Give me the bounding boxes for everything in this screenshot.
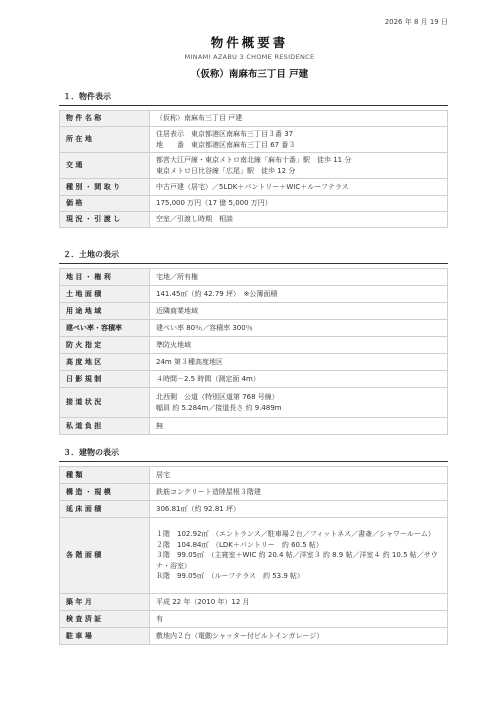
row-label: 延 床 面 積 <box>60 501 150 518</box>
value-line: 中古戸建（居宅）／5LDK＋パントリー＋WIC＋ルーフテラス <box>156 182 349 191</box>
value-line: 平成 22 年（2010 年）12 月 <box>156 597 250 606</box>
row-label: 検 査 済 証 <box>60 611 150 628</box>
row-value <box>150 594 448 611</box>
row-value <box>150 269 448 286</box>
value-line: 住居表示 東京都港区南麻布三丁目３番 37 <box>156 130 294 138</box>
value-line: 都営大江戸線・東京メトロ南北線「麻布十番」駅 徒歩 11 分 <box>156 156 352 164</box>
value-line: 宅地／所有権 <box>156 272 198 281</box>
row-label: 地 目 ・ 権 利 <box>60 269 150 286</box>
value-line: 175,000 万円（17 億 5,000 万円） <box>156 199 272 208</box>
section-heading: ２．土地の表示 <box>59 249 448 264</box>
row-value <box>150 388 448 418</box>
row-label: 現 況 ・ 引 渡 し <box>60 212 150 228</box>
value-line: 無 <box>156 421 163 430</box>
table-row <box>60 269 448 286</box>
row-value <box>150 179 448 196</box>
row-value <box>150 127 448 153</box>
row-label: 防 火 指 定 <box>60 337 150 354</box>
building-table <box>59 466 448 645</box>
value-line: 準防火地域 <box>156 340 191 349</box>
row-label: 所 在 地 <box>60 127 150 153</box>
row-label: 物 件 名 称 <box>60 111 150 127</box>
row-value <box>150 354 448 371</box>
row-label: 高 度 地 区 <box>60 354 150 371</box>
value-line: 鉄筋コンクリート造陸屋根３階建 <box>156 487 261 496</box>
value-line: 居宅 <box>156 470 170 479</box>
row-value <box>150 286 448 303</box>
row-value <box>150 501 448 518</box>
row-value <box>150 628 448 645</box>
value-line: （仮称）南麻布三丁目 戸建 <box>156 114 243 123</box>
value-line: Ｒ階 99.05㎡ （ルーフテラス 約 53.9 帖） <box>156 572 305 581</box>
table-row <box>60 320 448 337</box>
table-row <box>60 354 448 371</box>
value-line: 有 <box>156 614 163 623</box>
row-value <box>150 418 448 435</box>
row-label: 私 道 負 担 <box>60 418 150 435</box>
table-row <box>60 484 448 501</box>
value-line: ２階 104.84㎡ （LDK＋パントリー 約 60.5 帖） <box>156 540 323 549</box>
property-name: （仮称）南麻布三丁目 戸建 <box>190 69 309 80</box>
row-label: 価 格 <box>60 196 150 212</box>
row-label: 接 道 状 況 <box>60 388 150 418</box>
table-row <box>60 388 448 418</box>
document-title: 物件概要書 <box>210 35 289 50</box>
table-row <box>60 196 448 212</box>
table-row <box>60 371 448 388</box>
table-row <box>60 286 448 303</box>
value-line: 空室／引渡し時期 相談 <box>156 215 233 224</box>
table-row <box>60 111 448 127</box>
row-value <box>150 111 448 127</box>
value-line: 近隣商業地域 <box>156 306 198 315</box>
table-row <box>60 611 448 628</box>
value-line: 24m 第３種高度地区 <box>156 357 223 366</box>
row-label: 日 影 規 制 <box>60 371 150 388</box>
value-line: ４時間－2.5 時間（測定面 4m） <box>156 374 260 383</box>
row-label: 用 途 地 域 <box>60 303 150 320</box>
row-value <box>150 337 448 354</box>
row-label: 駐 車 場 <box>60 628 150 645</box>
section-land <box>59 249 448 435</box>
value-line: 地 番 東京都港区南麻布三丁目 67 番３ <box>156 140 296 149</box>
row-label: 各 階 面 積 <box>60 518 150 594</box>
document-subtitle: MINAMI AZABU 3 CHOME RESIDENCE <box>184 53 315 61</box>
table-row <box>60 418 448 435</box>
table-row <box>60 501 448 518</box>
row-label: 種 類 <box>60 467 150 484</box>
value-line: 建ぺい率 80％／容積率 300％ <box>156 323 253 332</box>
row-value <box>150 196 448 212</box>
row-label: 種 別 ・ 間 取 り <box>60 179 150 196</box>
value-line: １階 102.92㎡ （エントランス／駐車場２台／フィットネス／書斎／シャワールーム） <box>156 530 435 539</box>
section-heading: １．物件表示 <box>59 91 448 106</box>
table-row <box>60 337 448 354</box>
table-row <box>60 518 448 594</box>
row-value <box>150 467 448 484</box>
section-property <box>59 91 448 228</box>
table-row <box>60 303 448 320</box>
value-line: 306.81㎡（約 92.81 坪） <box>156 504 240 513</box>
value-line: ３階 99.05㎡ （主寝室＋WIC 約 20.4 帖／洋室３ 約 8.9 帖／洋室４ 約 10.5 帖／サウナ・浴室） <box>156 551 438 570</box>
value-line: 141.45㎡（約 42.79 坪） ※公簿面積 <box>156 289 278 298</box>
section-building <box>59 447 448 645</box>
row-label: 築 年 月 <box>60 594 150 611</box>
value-line: 敷地内２台（電動シャッター付ビルトインガレージ） <box>156 631 324 640</box>
issue-date: 2026 年 8 月 19 日 <box>384 18 448 26</box>
table-row <box>60 467 448 484</box>
table-row <box>60 179 448 196</box>
row-label: 構 造 ・ 規 模 <box>60 484 150 501</box>
land-table <box>59 268 448 435</box>
row-value <box>150 320 448 337</box>
section-heading: ３．建物の表示 <box>59 447 448 462</box>
table-row <box>60 628 448 645</box>
row-label: 建ぺい率・容積率 <box>60 320 150 337</box>
table-row <box>60 127 448 153</box>
row-value <box>150 212 448 228</box>
value-line: 幅員 約 5.284m／接道長さ 約 9.489m <box>156 403 282 412</box>
row-value <box>150 153 448 179</box>
row-value <box>150 371 448 388</box>
table-row <box>60 153 448 179</box>
value-line: 北西側 公道（特別区道第 768 号線） <box>156 393 279 401</box>
row-value <box>150 611 448 628</box>
table-row <box>60 594 448 611</box>
value-line: 東京メトロ日比谷線「広尾」駅 徒歩 12 分 <box>156 166 296 175</box>
table-row <box>60 212 448 228</box>
property-table <box>59 110 448 228</box>
row-label: 土 地 面 積 <box>60 286 150 303</box>
row-value <box>150 303 448 320</box>
row-value <box>150 518 448 594</box>
row-label: 交 通 <box>60 153 150 179</box>
row-value <box>150 484 448 501</box>
